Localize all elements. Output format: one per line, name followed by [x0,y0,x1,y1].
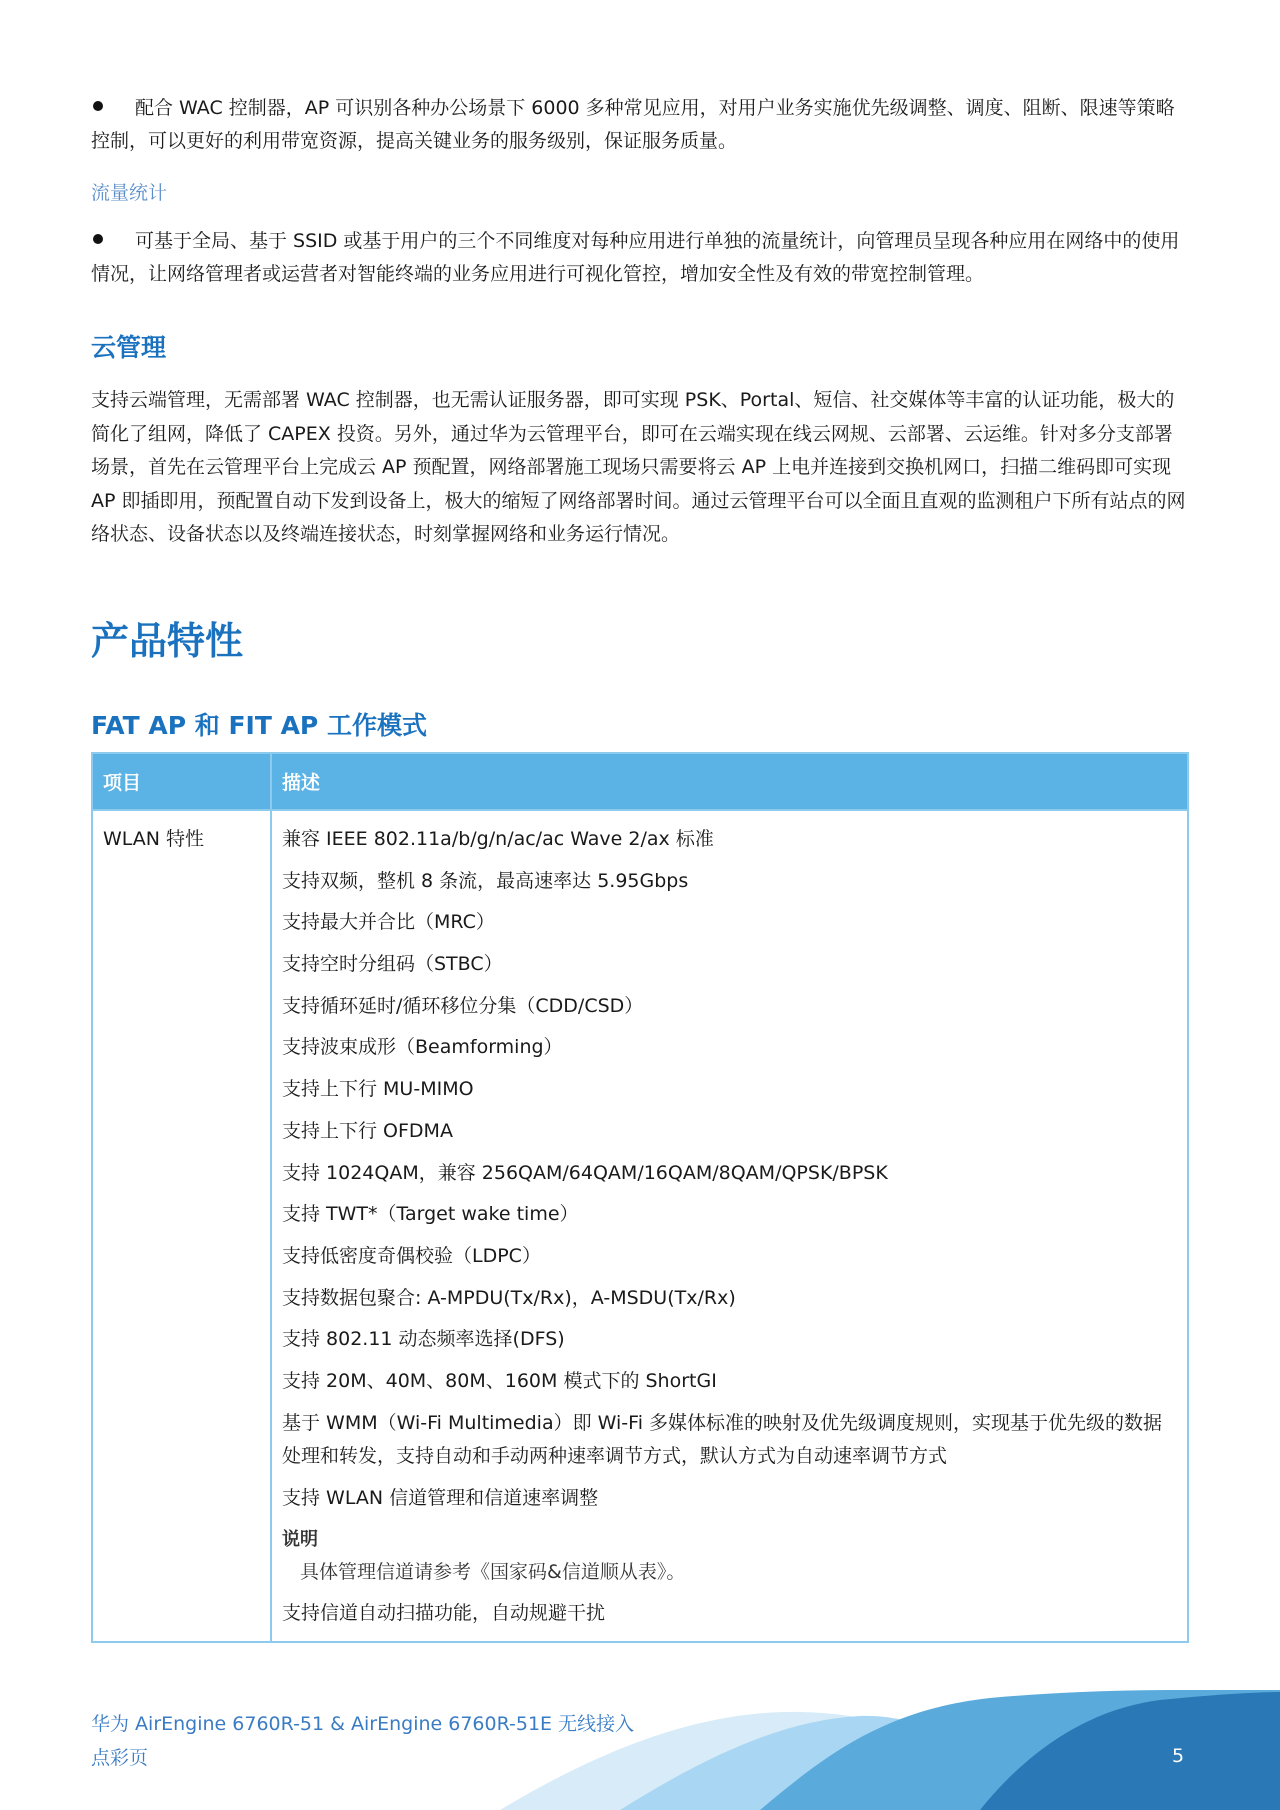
feature-item: 支持波束成形（Beamforming） [282,1036,563,1059]
feature-item: 支持上下行 OFDMA [282,1119,453,1142]
row-label-wlan: WLAN 特性 [92,810,271,1642]
bullet-paragraph-app-control: 配合 WAC 控制器，AP 可识别各种办公场景下 6000 多种常见应用，对用户业务实施优先级调整、调度、阻断、限速等策略控制，可以更好的利用带宽资源，提高关键业务的服务级别，保证服务质量。 [91,97,1175,152]
product-features-heading: 产品特性 [91,619,244,663]
header-item: 项目 [92,753,271,810]
feature-item: 支持上下行 MU-MIMO [282,1078,474,1101]
feature-item: 兼容 IEEE 802.11a/b/g/n/ac/ac Wave 2/ax 标准 [282,828,714,850]
cloud-management-heading: 云管理 [91,333,167,362]
feature-item: 支持 20M、40M、80M、160M 模式下的 ShortGI [282,1369,717,1392]
cloud-management-paragraph: 支持云端管理，无需部署 WAC 控制器，也无需认证服务器，即可实现 PSK、Portal、短信、社交媒体等丰富的认证功能，极大的简化了组网，降低了 CAPEX 投资。另外，通过华为云管理平台，即可在云端实现在线云网规、云部署、云运维。针对多分支部署场景，首先在云管理平台上完成云 AP 预配置，网络部署施工现场只需要将云 AP 上电并连接到交换机网口，扫描二维码即可实现 AP 即插即用，预配置自动下发到设备上，极大的缩短了网络部署时间。通过云管理平台可以全面且直观的监测租户下所有站点的网络状态、设备状态以及终端连接状态，时刻掌握网络和业务运行情况。 [91,389,1186,545]
feature-item: 支持空时分组码（STBC） [282,953,503,976]
feature-item: 基于 WMM（Wi-Fi Multimedia）即 Wi-Fi 多媒体标准的映射及优先级调度规则，实现基于优先级的数据处理和转发，支持自动和手动两种速率调节方式，默认方式为自动速率调节方式 [282,1411,1163,1467]
work-mode-heading: FAT AP 和 FIT AP 工作模式 [91,711,427,740]
note-text: 具体管理信道请参考《国家码&信道顺从表》。 [300,1561,686,1584]
feature-item: 支持循环延时/循环移位分集（CDD/CSD） [282,994,644,1017]
feature-item: 支持信道自动扫描功能，自动规避干扰 [282,1602,606,1625]
wlan-spec-table [91,752,1189,1643]
table-header-row [92,753,1188,810]
feature-item: 支持最大并合比（MRC） [282,911,495,934]
feature-item: 支持 1024QAM，兼容 256QAM/64QAM/16QAM/8QAM/QPSK/BPSK [282,1161,888,1184]
feature-item: 支持双频，整机 8 条流，最高速率达 5.95Gbps [282,869,689,892]
feature-item: 支持低密度奇偶校验（LDPC） [282,1244,541,1267]
page-number: 5 [1172,1745,1185,1767]
header-description: 描述 [271,753,1188,810]
feature-item: 支持 802.11 动态频率选择(DFS) [282,1328,565,1351]
bullet-paragraph-traffic-stats: 可基于全局、基于 SSID 或基于用户的三个不同维度对每种应用进行单独的流量统计，向管理员呈现各种应用在网络中的使用情况，让网络管理者或运营者对智能终端的业务应用进行可视化管控，增加安全性及有效的带宽控制管理。 [91,230,1180,285]
feature-list-cell [271,810,1188,1642]
bullet-dot-icon [93,101,103,111]
feature-item: 支持数据包聚合: A-MPDU(Tx/Rx)，A-MSDU(Tx/Rx) [282,1286,736,1309]
traffic-stats-heading: 流量统计 [91,182,168,204]
feature-item: 支持 TWT*（Target wake time） [282,1203,579,1226]
note-label: 说明 [282,1529,318,1551]
bullet-dot-icon [93,234,103,244]
footer-document-title: 华为 AirEngine 6760R-51 & AirEngine 6760R-51E 无线接入点彩页 [91,1713,635,1769]
table-row [92,810,1188,1642]
feature-item: 支持 WLAN 信道管理和信道速率调整 [282,1486,599,1509]
